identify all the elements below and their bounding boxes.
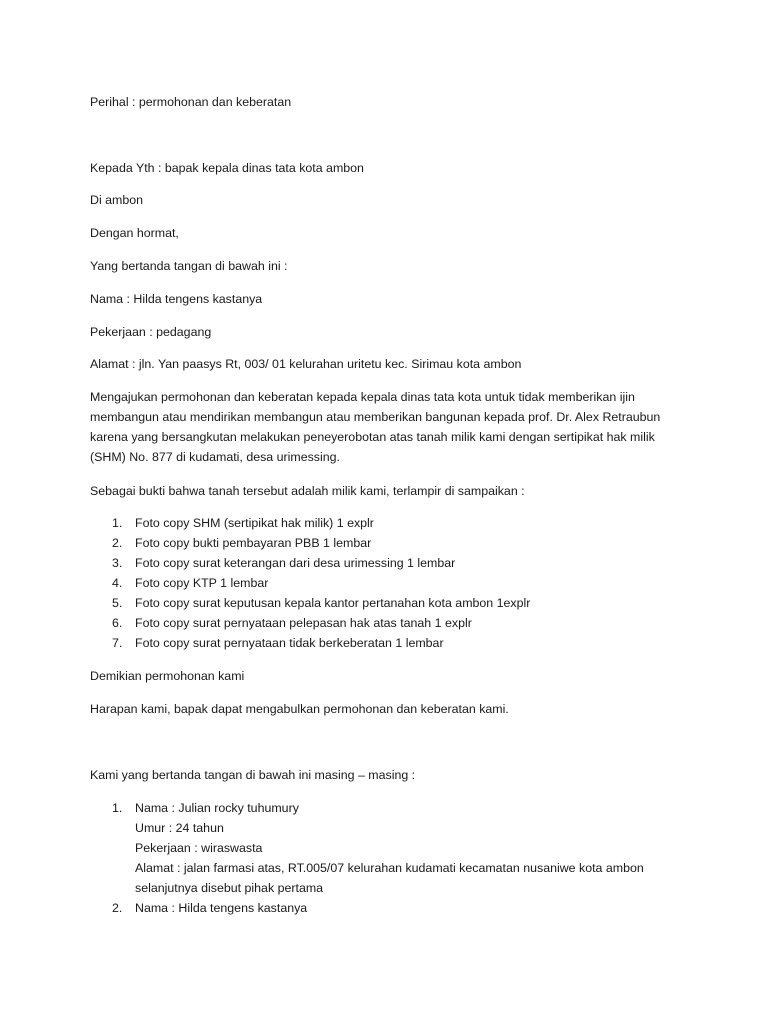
list-item (90, 513, 530, 533)
list-number: 4. (112, 576, 123, 590)
applicant-occupation: Pekerjaan : pedagang (90, 325, 212, 339)
list-item (90, 798, 730, 898)
list-item-text: Foto copy surat pernyataan tidak berkeberatan 1 lembar (135, 636, 444, 650)
greeting: Dengan hormat, (90, 226, 179, 240)
list-item (90, 613, 530, 633)
list-item-text: Foto copy surat pernyataan pelepasan hak atas tanah 1 explr (135, 616, 472, 630)
list-item-text: Foto copy surat keputusan kepala kantor pertanahan kota ambon 1explr (135, 596, 531, 610)
list-number: 5. (112, 596, 123, 610)
signatory-intro: Yang bertanda tangan di bawah ini : (90, 259, 288, 273)
list-item (90, 533, 530, 553)
signer-occupation: Pekerjaan : wiraswasta (135, 841, 263, 855)
hope-line: Harapan kami, bapak dapat mengabulkan permohonan dan keberatan kami. (90, 702, 509, 716)
paragraph-line: Mengajukan permohonan dan keberatan kepada kepala dinas tata kota untuk tidak memberikan ijin (90, 390, 635, 404)
signer-list (90, 798, 730, 918)
evidence-intro: Sebagai bukti bahwa tanah tersebut adalah milik kami, terlampir di sampaikan : (90, 484, 525, 498)
list-item-text: Foto copy bukti pembayaran PBB 1 lembar (135, 536, 372, 550)
signer-age: Umur : 24 tahun (135, 821, 224, 835)
signer-name: Nama : Julian rocky tuhumury (135, 801, 299, 815)
list-number: 2. (112, 536, 123, 550)
signers-intro: Kami yang bertanda tangan di bawah ini masing – masing : (90, 768, 416, 782)
attachment-list (90, 513, 530, 653)
applicant-name: Nama : Hilda tengens kastanya (90, 292, 263, 306)
list-number: 1. (112, 516, 123, 530)
signer-name: Nama : Hilda tengens kastanya (135, 901, 308, 915)
list-item (90, 593, 530, 613)
list-item-text: Foto copy KTP 1 lembar (135, 576, 269, 590)
list-number: 7. (112, 636, 123, 650)
list-number: 2. (112, 901, 123, 915)
signer-role: selanjutnya disebut pihak pertama (135, 881, 324, 895)
list-item-text: Foto copy SHM (sertipikat hak milik) 1 explr (135, 516, 374, 530)
list-item (90, 633, 530, 653)
list-number: 1. (112, 801, 123, 815)
list-number: 6. (112, 616, 123, 630)
signer-address: Alamat : jalan farmasi atas, RT.005/07 kelurahan kudamati kecamatan nusaniwe kota ambon (135, 861, 644, 875)
paragraph-line: karena yang bersangkutan melakukan peneyerobotan atas tanah milik kami dengan sertipikat hak milik (90, 430, 655, 444)
subject-line: Perihal : permohonan dan keberatan (90, 95, 292, 109)
closing-line: Demikian permohonan kami (90, 669, 245, 683)
recipient-location: Di ambon (90, 193, 144, 207)
paragraph-line: (SHM) No. 877 di kudamati, desa urimessing. (90, 450, 340, 464)
applicant-address: Alamat : jln. Yan paasys Rt, 003/ 01 kelurahan uritetu kec. Sirimau kota ambon (90, 357, 522, 371)
list-item (90, 553, 530, 573)
list-item (90, 573, 530, 593)
paragraph-line: membangun atau mendirikan membangun atau memberikan bangunan kepada prof. Dr. Alex Retraubun (90, 410, 661, 424)
list-item-text: Foto copy surat keterangan dari desa urimessing 1 lembar (135, 556, 456, 570)
recipient-line: Kepada Yth : bapak kepala dinas tata kota ambon (90, 161, 364, 175)
list-number: 3. (112, 556, 123, 570)
list-item (90, 898, 730, 918)
request-paragraph (90, 387, 690, 467)
